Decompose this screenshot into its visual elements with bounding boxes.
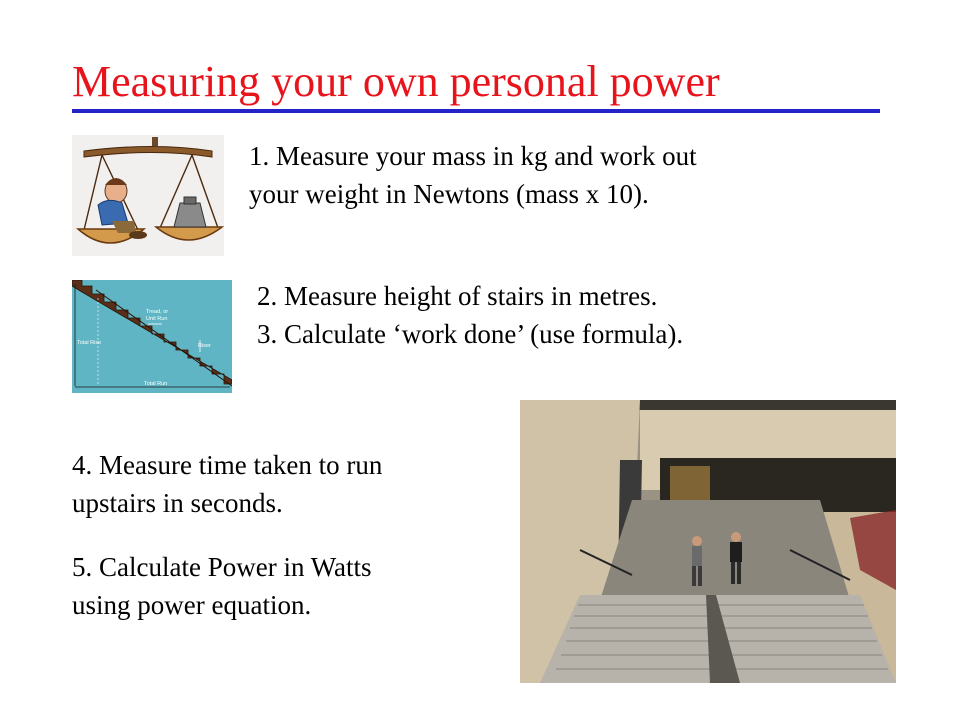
step-1-line-2: your weight in Newtons (mass x 10). — [249, 179, 649, 209]
step-5-text — [72, 548, 372, 624]
stairs-photo — [520, 400, 896, 683]
title-underline — [72, 109, 880, 113]
step-2-text: 2. Measure height of stairs in metres. — [257, 281, 658, 311]
step-4-line-2: upstairs in seconds. — [72, 488, 283, 518]
label-riser: Riser — [198, 343, 211, 349]
label-unit-run: Unit Run — [146, 316, 168, 322]
balance-scale-icon — [72, 135, 224, 256]
step-5-line-1: 5. Calculate Power in Watts — [72, 552, 372, 582]
step-1-line-1: 1. Measure your mass in kg and work out — [249, 141, 697, 171]
step-3-text: 3. Calculate ‘work done’ (use formula). — [257, 319, 684, 349]
step-5-line-2: using power equation. — [72, 590, 312, 620]
slide-title: Measuring your own personal power — [72, 57, 720, 106]
step-1-text — [249, 137, 697, 213]
label-total-rise: Total Rise — [77, 340, 102, 346]
step-4-line-1: 4. Measure time taken to run — [72, 450, 383, 480]
label-tread: Tread, or — [146, 309, 169, 315]
step-4-text — [72, 446, 382, 522]
staircase-diagram — [72, 280, 232, 393]
label-total-run: Total Run — [144, 381, 168, 387]
